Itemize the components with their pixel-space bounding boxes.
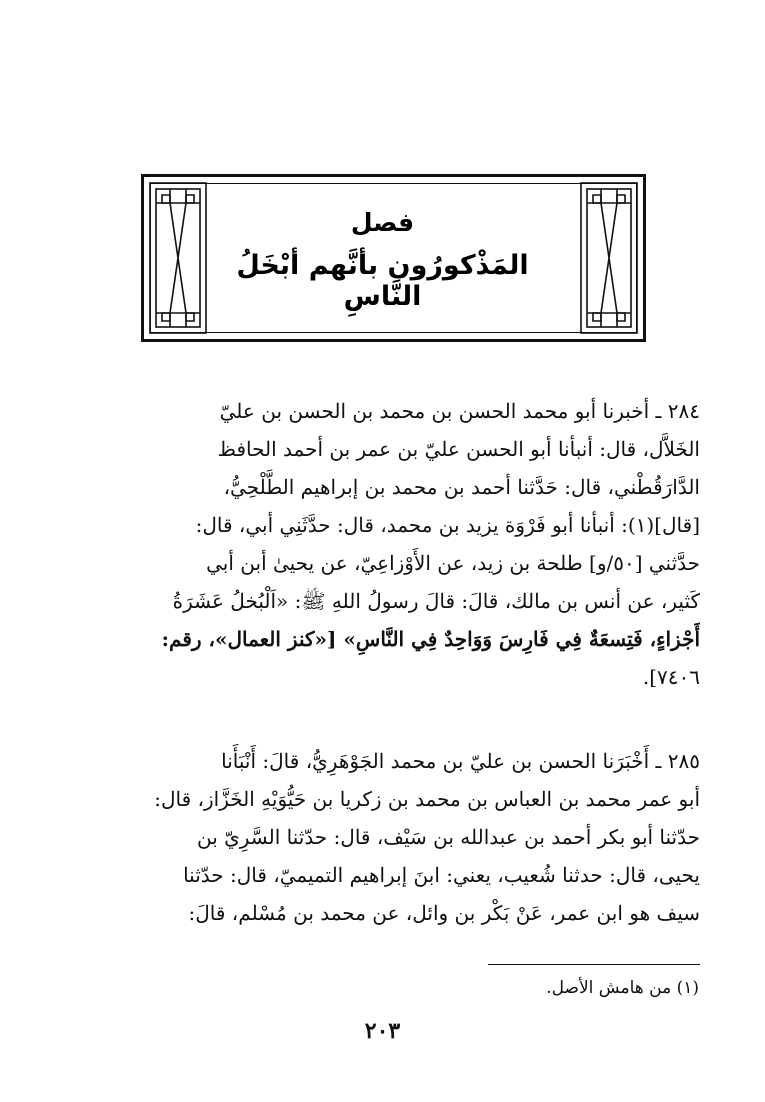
text-line: أَجْزاءٍ، فَتِسعَةٌ فِي فَارِسَ وَوَاحِدٌ فِي النَّاسِ» [«كنز العمال»، رقم:: [161, 627, 700, 651]
footnote: (١) من هامش الأصل.: [546, 978, 699, 998]
right-ornament-icon: [579, 181, 639, 335]
text-line: الدَّارَقُطْني، قال: حَدَّثنا أحمد بن محمد بن إبراهيم الطَّلْحِيُّ،: [223, 475, 700, 499]
text-line: ٢٨٥ ـ أَخْبَرَنا الحسن بن عليّ بن محمد الجَوْهَرِيُّ، قالَ: أَنْبَأَنا: [221, 749, 700, 773]
text-line: ٢٨٤ ـ أخبرنا أبو محمد الحسن بن محمد بن الحسن بن عليّ: [219, 399, 700, 423]
left-ornament-icon: [148, 181, 208, 335]
text-line: حدّثنا أبو بكر أحمد بن عبدالله بن سَيْف، قال: حدّثنا السَّرِيّ بن: [196, 825, 700, 849]
page-number: ٢٠٣: [364, 1018, 401, 1044]
text-line: ٧٤٠٦].: [642, 665, 700, 689]
text-line: الخَلاَّل، قال: أنبأنا أبو الحسن عليّ بن عمر بن أحمد الحافظ: [217, 437, 700, 461]
text-line: كَثير، عن أنس بن مالك، قالَ: قالَ رسولُ اللهِ ﷺ: «اَلْبُخلُ عَشَرَةُ: [172, 589, 700, 613]
text-line: حدَّثني [٥٠/و] طلحة بن زيد، عن الأَوْزاعِيّ، عن يحيىٰ أبن أبي: [206, 551, 700, 575]
section-subtitle: المَذْكورُون بأنَّهم أبْخَلُ النَّاسِ: [236, 250, 529, 312]
text-line: سيف هو ابن عمر، عَنْ بَكْر بن وائل، عن محمد بن مُسْلم، قالَ:: [188, 901, 700, 925]
text-line: يحيى، قال: حدثنا شُعيب، يعني: ابنَ إبراهيم التميميّ، قال: حدّثنا: [183, 863, 700, 887]
section-title: فصل: [350, 208, 415, 237]
paragraph-285: [104, 742, 700, 932]
paragraph-284: [104, 392, 700, 696]
footnote-divider: [488, 964, 700, 965]
text-line: أبو عمر محمد بن العباس بن محمد بن زكريا بن حَيُّوَيْهِ الخَزَّاز، قال:: [154, 787, 700, 811]
text-line: [قال](١): أنبأنا أبو فَرْوَة يزيد بن محمد، قال: حدَّثَنِي أبي، قال:: [195, 513, 700, 537]
